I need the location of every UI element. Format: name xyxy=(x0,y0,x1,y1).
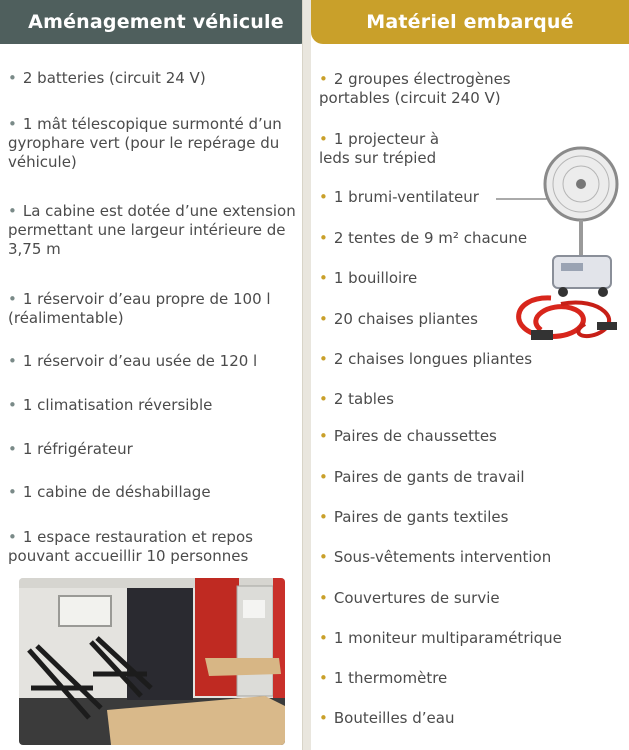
list-item-text: 1 thermomètre xyxy=(333,669,448,687)
list-item xyxy=(319,70,569,108)
right-header xyxy=(311,0,629,44)
bullet-icon: • xyxy=(319,548,328,566)
bullet-icon: • xyxy=(319,669,328,687)
list-item-text: 1 mât télescopique surmonté d’un gyrophare vert (pour le repérage du véhicule) xyxy=(8,115,282,171)
list-item-text: Paires de gants textiles xyxy=(333,508,509,526)
list-item-text: Paires de chaussettes xyxy=(333,427,497,445)
bullet-icon: • xyxy=(8,202,17,220)
list-item-text: Couvertures de survie xyxy=(333,589,500,607)
list-item-text: 2 batteries (circuit 24 V) xyxy=(22,69,206,87)
left-header-title: Aménagement véhicule xyxy=(28,11,284,33)
list-item xyxy=(8,396,296,415)
bullet-icon: • xyxy=(319,390,328,408)
bullet-icon: • xyxy=(319,629,328,647)
rest-area-photo xyxy=(19,578,285,745)
bullet-icon: • xyxy=(319,589,328,607)
list-item-text: 1 cabine de déshabillage xyxy=(22,483,211,501)
bullet-icon: • xyxy=(8,440,17,458)
right-header-title: Matériel embarqué xyxy=(366,11,574,33)
list-item-text: La cabine est dotée d’une extension permettant une largeur intérieure de 3,75 m xyxy=(8,202,296,258)
list-item xyxy=(319,130,459,168)
list-item-text: 2 tables xyxy=(333,390,394,408)
bullet-icon: • xyxy=(319,229,328,247)
list-item-text: 1 espace restauration et repos pouvant accueillir 10 personnes xyxy=(8,528,253,565)
bullet-icon: • xyxy=(319,269,328,287)
bullet-icon: • xyxy=(319,310,328,328)
list-item-text: 20 chaises pliantes xyxy=(333,310,478,328)
list-item-text: 1 projecteur à leds sur trépied xyxy=(319,130,440,167)
bullet-icon: • xyxy=(8,352,17,370)
bullet-icon: • xyxy=(8,69,17,87)
list-item xyxy=(8,528,296,566)
rest-area-illustration xyxy=(19,578,285,745)
left-header xyxy=(0,0,312,44)
mist-fan-equipment-illustration xyxy=(501,146,629,371)
list-item xyxy=(319,548,623,567)
list-item xyxy=(8,115,296,172)
list-item xyxy=(319,508,623,527)
list-item xyxy=(319,709,623,728)
bullet-icon: • xyxy=(8,290,17,308)
list-item-text: 1 réfrigérateur xyxy=(22,440,133,458)
list-item xyxy=(319,669,623,688)
column-divider xyxy=(302,0,311,750)
list-item-text: 1 brumi-ventilateur xyxy=(333,188,479,206)
list-item-text: Bouteilles d’eau xyxy=(333,709,455,727)
list-item xyxy=(319,629,623,648)
list-item-text: 1 climatisation réversible xyxy=(22,396,213,414)
left-column xyxy=(0,0,302,750)
bullet-icon: • xyxy=(319,130,328,148)
bullet-icon: • xyxy=(319,508,328,526)
list-item xyxy=(8,440,296,459)
list-item xyxy=(8,290,296,328)
list-item-text: 1 bouilloire xyxy=(333,269,418,287)
list-item xyxy=(319,390,623,409)
list-item-text: Sous-vêtements intervention xyxy=(333,548,552,566)
list-item xyxy=(8,483,296,502)
list-item-text: 2 chaises longues pliantes xyxy=(333,350,533,368)
bullet-icon: • xyxy=(319,70,328,88)
list-item xyxy=(8,202,296,259)
bullet-icon: • xyxy=(319,350,328,368)
list-item xyxy=(8,352,296,371)
list-item-text: Paires de gants de travail xyxy=(333,468,525,486)
list-item xyxy=(319,589,623,608)
list-item xyxy=(8,69,296,88)
list-item-text: 2 groupes électrogènes portables (circuit 240 V) xyxy=(319,70,511,107)
bullet-icon: • xyxy=(8,483,17,501)
bullet-icon: • xyxy=(319,188,328,206)
list-item-text: 1 moniteur multiparamétrique xyxy=(333,629,562,647)
list-item-text: 1 réservoir d’eau usée de 120 l xyxy=(22,352,258,370)
bullet-icon: • xyxy=(8,396,17,414)
right-column xyxy=(311,0,629,750)
bullet-icon: • xyxy=(319,468,328,486)
bullet-icon: • xyxy=(8,115,17,133)
list-item-text: 2 tentes de 9 m² chacune xyxy=(333,229,528,247)
bullet-icon: • xyxy=(319,709,328,727)
list-item xyxy=(319,427,623,446)
list-item-text: 1 réservoir d’eau propre de 100 l (réalimentable) xyxy=(8,290,271,327)
bullet-icon: • xyxy=(319,427,328,445)
bullet-icon: • xyxy=(8,528,17,546)
list-item xyxy=(319,468,623,487)
